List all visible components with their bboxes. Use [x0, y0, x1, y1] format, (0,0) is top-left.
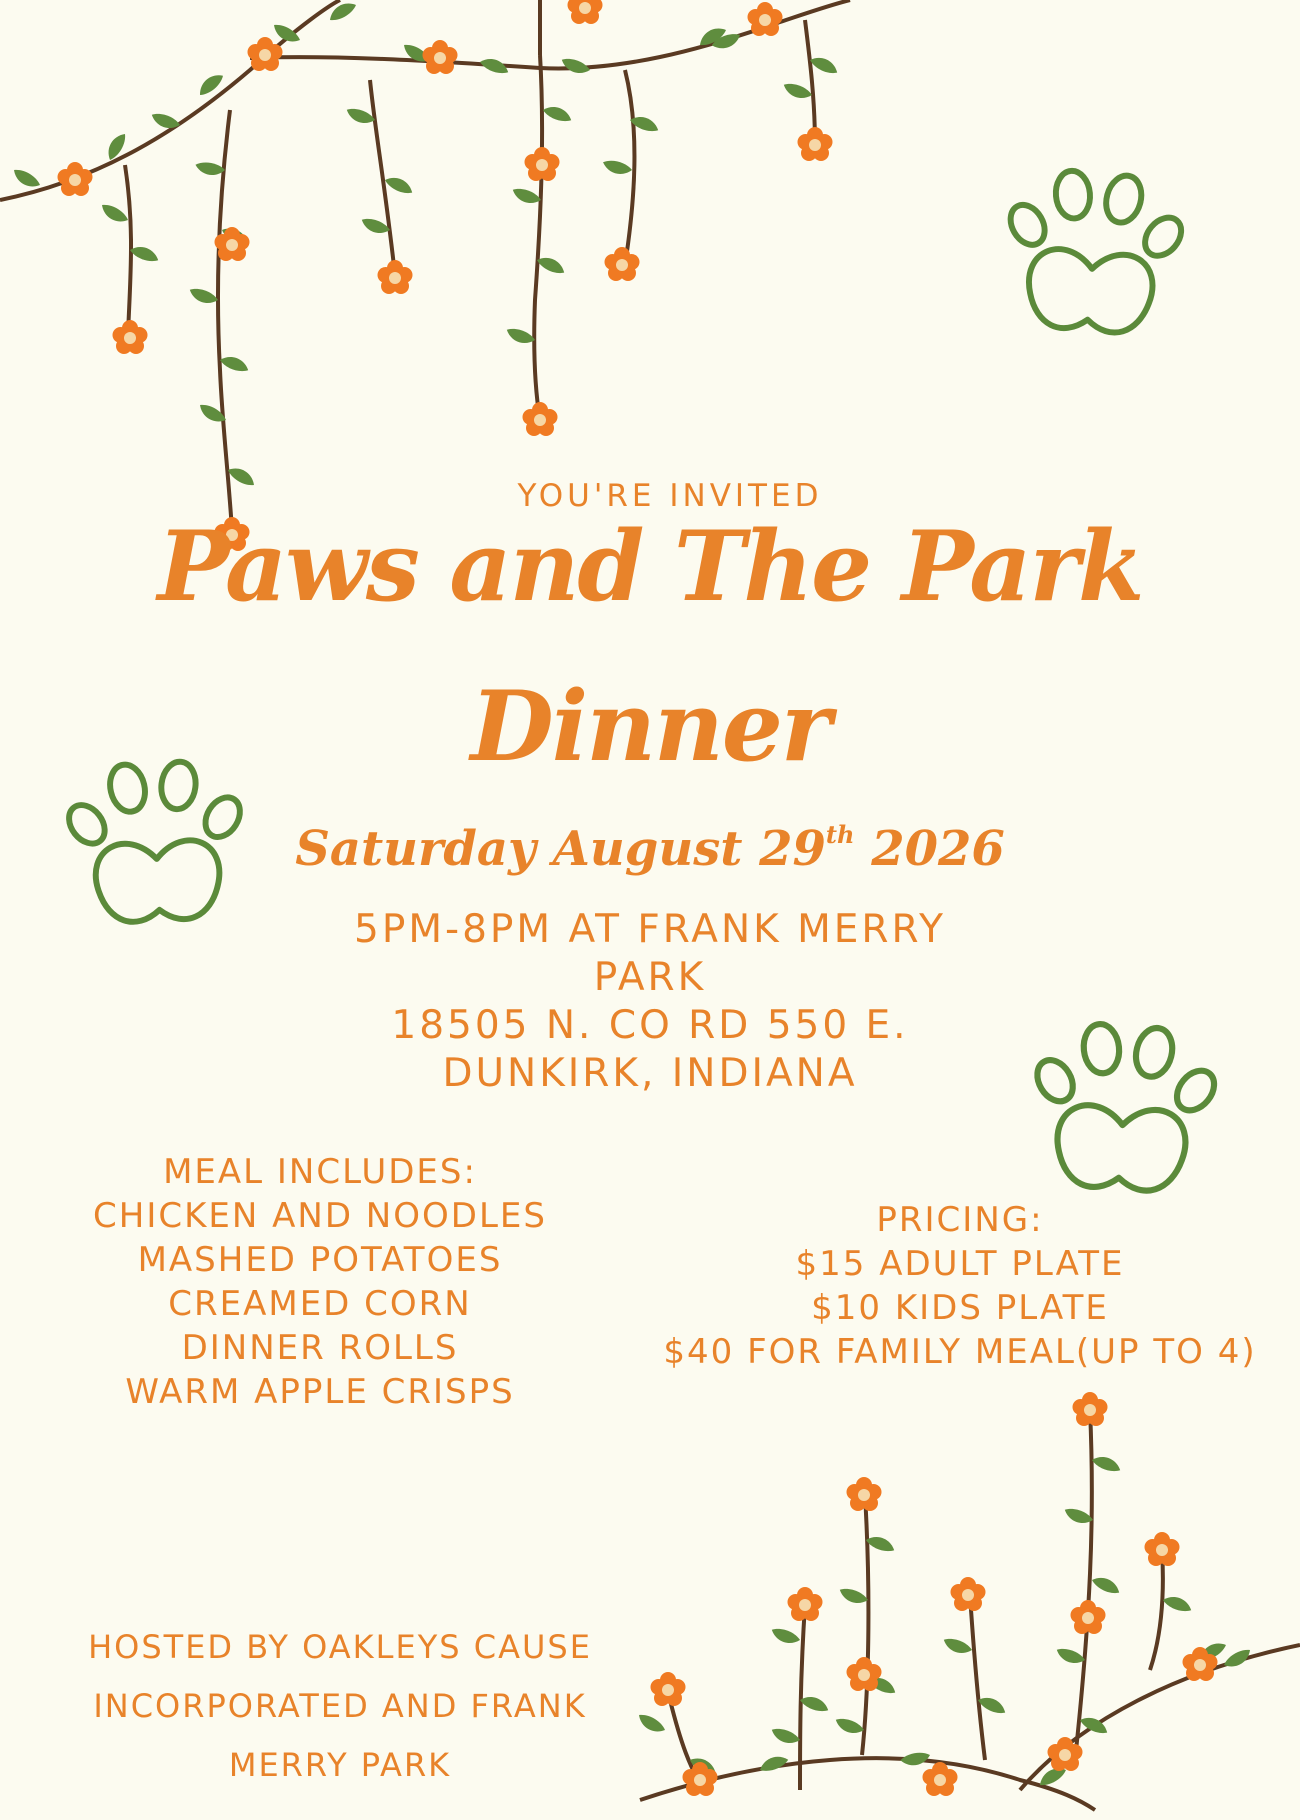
meal-section [60, 1150, 580, 1414]
event-time-location: 5PM-8PM AT FRANK MERRY [354, 907, 946, 952]
event-park: PARK [593, 955, 707, 1000]
meal-item: CREAMED CORN [168, 1284, 472, 1324]
invite-eyebrow: YOU'RE INVITED [517, 478, 823, 514]
meal-heading: MEAL INCLUDES: [163, 1152, 477, 1192]
ground-flowers [640, 1410, 1300, 1810]
event-date [0, 820, 1300, 877]
event-title-line1: Paws and The Park [157, 510, 1143, 623]
event-city: DUNKIRK, INDIANA [442, 1051, 858, 1096]
meal-item: WARM APPLE CRISPS [125, 1372, 515, 1412]
event-date-suffix: th [825, 820, 855, 849]
pricing-item: $40 FOR FAMILY MEAL(UP TO 4) [663, 1332, 1257, 1372]
host-line: INCORPORATED AND FRANK [93, 1687, 587, 1725]
pricing-heading: PRICING: [876, 1200, 1044, 1240]
host-credit [60, 1618, 620, 1795]
event-street-address: 18505 N. CO RD 550 E. [391, 1003, 909, 1048]
pricing-item: $10 KIDS PLATE [811, 1288, 1109, 1328]
event-date-main: Saturday August 29 [295, 821, 826, 877]
host-line: MERRY PARK [228, 1746, 452, 1784]
meal-item: CHICKEN AND NOODLES [93, 1196, 547, 1236]
host-line: HOSTED BY OAKLEYS CAUSE [88, 1628, 592, 1666]
meal-item: DINNER ROLLS [181, 1328, 459, 1368]
pricing-section [640, 1198, 1280, 1374]
hanging-vine-flowers [0, 0, 850, 530]
event-date-year: 2026 [871, 821, 1005, 877]
paw-print-icon [994, 163, 1193, 339]
vine-leaves [10, 0, 840, 489]
pricing-item: $15 ADULT PLATE [795, 1244, 1125, 1284]
vine-flowers [58, 0, 833, 551]
ground-flower-heads [651, 1392, 1218, 1796]
meal-item: MASHED POTATOES [137, 1240, 503, 1280]
event-title-line2: Dinner [470, 670, 830, 783]
